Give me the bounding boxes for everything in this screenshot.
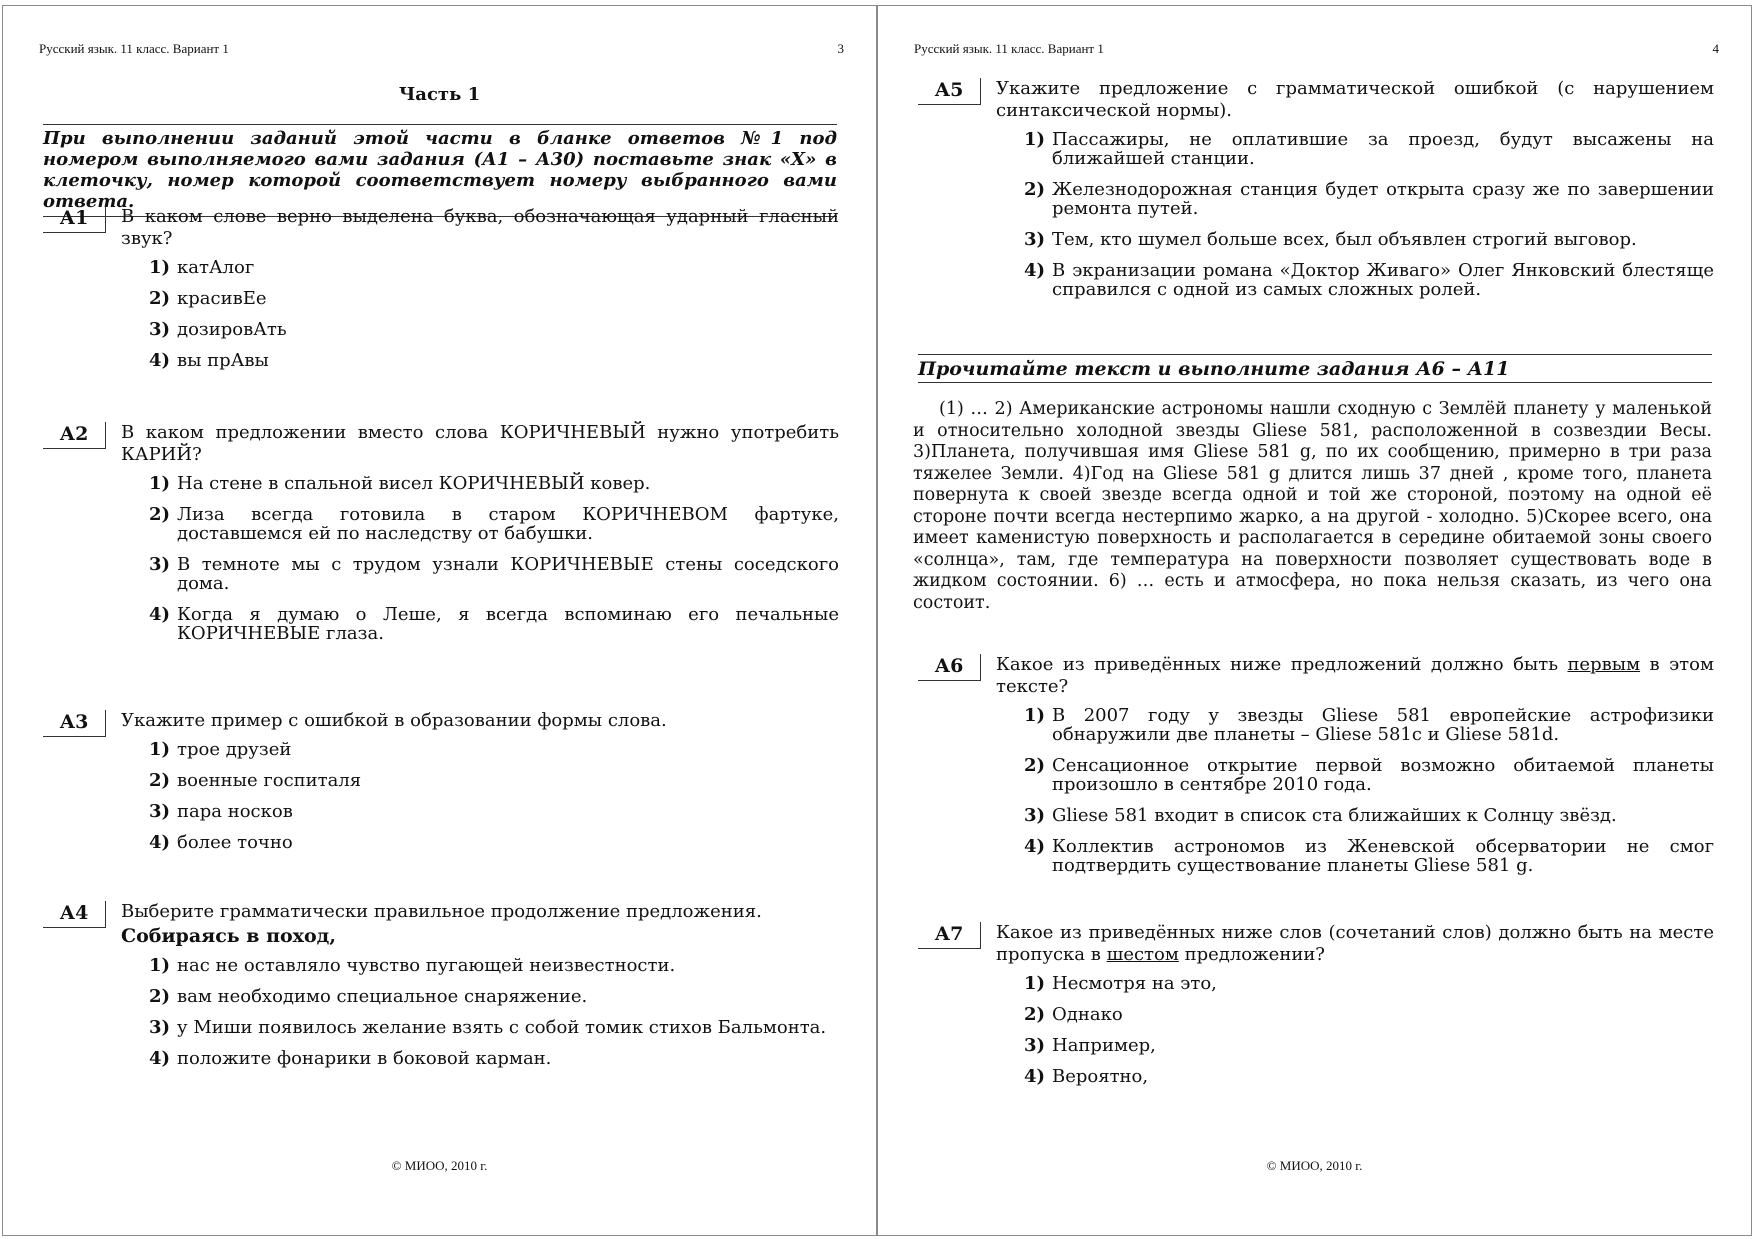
option-text: Gliese 581 входит в список ста ближайших к Солнцу звёзд. (1052, 805, 1617, 826)
option-number: 4) (148, 832, 170, 853)
answer-option[interactable] (1023, 705, 1714, 745)
option-text: у Миши появилось желание взять с собой томик стихов Бальмонта. (177, 1017, 827, 1038)
reading-text-header: Прочитайте текст и выполните задания А6 – А11 (918, 354, 1712, 383)
question-text: Какое из приведённых ниже предложений должно быть (996, 654, 1568, 675)
option-number: 1) (148, 955, 170, 976)
reading-passage: (1) … 2) Американские астрономы нашли сходную с Землёй планету у маленькой и относительно холодной звезды Gliese 581, расположенной в созвездии Весы. 3)Планета, получившая имя Gliese 581 g, по их сообщению, примерно в три раза тяжелее Земли. 4)Год на Gliese 581 g длится лишь 37 дней , кроме того, планета повернута к своей звезде всегда одной и той же стороной, поэтому на одной её стороне почти всегда нестерпимо жарко, а на другой - холодно. 5)Скорее всего, она имеет каменистую поверхность и располагается в середине обитаемой зоны своего «солнца», там, где температура на поверхности позволяет существовать воде в жидком состоянии. 6) … есть и атмосфера, но пока нельзя сказать, из чего она состоит. (913, 399, 1712, 613)
option-text: Коллектив астрономов из Женевской обсерватории не смог подтвердить существование планеты Gliese 581 g. (1052, 836, 1714, 876)
answer-option[interactable] (148, 604, 839, 644)
option-number: 3) (148, 554, 170, 575)
option-number: 4) (1023, 260, 1045, 281)
task-label: А7 (918, 922, 981, 949)
answer-option[interactable] (148, 319, 839, 340)
task-lead-phrase: Собираясь в поход, (121, 925, 336, 947)
answer-options (43, 956, 839, 1068)
option-text: нас не оставляло чувство пугающей неизвестности. (177, 955, 676, 976)
answer-option[interactable] (1023, 755, 1714, 795)
option-number: 1) (1023, 129, 1045, 150)
task-label: А4 (43, 901, 106, 928)
answer-option[interactable] (148, 1048, 839, 1069)
page-footer: © МИОО, 2010 г. (1266, 1158, 1363, 1173)
answer-option[interactable] (148, 257, 839, 278)
option-number: 1) (148, 473, 170, 494)
option-number: 2) (1023, 1004, 1045, 1025)
option-number: 3) (1023, 805, 1045, 826)
task-label: А1 (43, 206, 106, 233)
answer-options (918, 130, 1714, 299)
option-text: Пассажиры, не оплатившие за проезд, будут высажены на ближайшей станции. (1052, 129, 1714, 169)
answer-option[interactable] (1023, 129, 1714, 169)
option-text: дозировАть (177, 319, 287, 340)
option-number: 2) (1023, 755, 1045, 776)
answer-option[interactable] (1023, 805, 1714, 826)
task-a5 (918, 78, 1714, 311)
answer-option[interactable] (1023, 229, 1714, 250)
question-emphasis: шестом (1106, 944, 1179, 965)
answer-option[interactable] (1023, 260, 1714, 300)
answer-option[interactable] (1023, 1004, 1714, 1025)
answer-options (43, 740, 839, 852)
option-text: положите фонарики в боковой карман. (177, 1048, 552, 1069)
page-header-title: Русский язык. 11 класс. Вариант 1 (39, 41, 229, 56)
answer-options (918, 974, 1714, 1086)
option-text: Когда я думаю о Леше, я всегда вспоминаю его печальные КОРИЧНЕВЫЕ глаза. (177, 604, 839, 644)
task-a2 (43, 422, 839, 655)
task-question: Выберите грамматически правильное продолжение предложения. (121, 901, 762, 922)
option-number: 3) (148, 1017, 170, 1038)
task-label: А3 (43, 710, 106, 737)
right-page (877, 5, 1752, 1236)
question-text: Какое из приведённых ниже слов (сочетаний слов) должно быть на месте пропуска в (996, 922, 1714, 965)
option-number: 4) (148, 1048, 170, 1069)
answer-option[interactable] (1023, 973, 1714, 994)
option-number: 1) (1023, 705, 1045, 726)
answer-option[interactable] (1023, 179, 1714, 219)
instruction-block: При выполнении заданий этой части в бланке ответов №1 под номером выполняемого вами задания (А1 – А30) поставьте знак «Х» в клеточку, номер которой соответствует номеру выбранного вами ответа. (43, 124, 837, 217)
option-number: 3) (148, 801, 170, 822)
option-text: Однако (1052, 1004, 1123, 1025)
option-number: 3) (1023, 1035, 1045, 1056)
answer-option[interactable] (1023, 836, 1714, 876)
option-text: трое друзей (177, 739, 292, 760)
option-text: вам необходимо специальное снаряжение. (177, 986, 588, 1007)
option-text: Железнодорожная станция будет открыта сразу же по завершении ремонта путей. (1052, 179, 1714, 219)
answer-options (918, 706, 1714, 875)
option-text: На стене в спальной висел КОРИЧНЕВЫЙ ковер. (177, 473, 651, 494)
option-number: 2) (1023, 179, 1045, 200)
option-number: 3) (148, 319, 170, 340)
left-page (2, 5, 877, 1236)
option-number: 2) (148, 288, 170, 309)
option-text: Лиза всегда готовила в старом КОРИЧНЕВОМ фартуке, доставшемся ей по наследству от бабушки. (177, 504, 839, 544)
option-text: военные госпиталя (177, 770, 362, 791)
task-label: А6 (918, 654, 981, 681)
option-number: 4) (148, 350, 170, 371)
page-number: 3 (837, 41, 844, 56)
option-number: 1) (1023, 973, 1045, 994)
option-text: В экранизации романа «Доктор Живаго» Олег Янковский блестяще справился с одной из самых сложных ролей. (1052, 260, 1714, 300)
option-text: Сенсационное открытие первой возможно обитаемой планеты произошло в сентябре 2010 года. (1052, 755, 1714, 795)
question-text: предложении? (1178, 944, 1325, 965)
option-number: 2) (148, 986, 170, 1007)
option-number: 1) (148, 739, 170, 760)
answer-option[interactable] (148, 350, 839, 371)
task-a3 (43, 710, 839, 864)
option-number: 4) (1023, 1066, 1045, 1087)
answer-option[interactable] (148, 1017, 839, 1038)
part-title: Часть 1 (398, 84, 481, 105)
option-number: 4) (148, 604, 170, 625)
task-question (996, 654, 1714, 698)
page-header-title: Русский язык. 11 класс. Вариант 1 (914, 41, 1104, 56)
answer-option[interactable] (148, 801, 839, 822)
option-text: Тем, кто шумел больше всех, был объявлен строгий выговор. (1052, 229, 1637, 250)
task-a4 (43, 901, 839, 1080)
option-number: 1) (148, 257, 170, 278)
task-question: Укажите предложение с грамматической ошибкой (с нарушением синтаксической нормы). (996, 78, 1714, 121)
answer-option[interactable] (148, 986, 839, 1007)
answer-option[interactable] (148, 288, 839, 309)
option-text: Например, (1052, 1035, 1156, 1056)
task-question: В каком слове верно выделена буква, обозначающая ударный гласный звук? (121, 206, 839, 249)
answer-option[interactable] (1023, 1066, 1714, 1087)
option-text: катАлог (177, 257, 255, 278)
task-a1 (43, 206, 839, 382)
option-number: 2) (148, 504, 170, 525)
question-text: в этом тексте? (996, 654, 1714, 697)
option-text: Вероятно, (1052, 1066, 1149, 1087)
answer-option[interactable] (148, 739, 839, 760)
option-text: Несмотря на это, (1052, 973, 1217, 994)
answer-option[interactable] (148, 473, 839, 494)
option-number: 3) (1023, 229, 1045, 250)
task-a7 (918, 922, 1714, 1098)
task-label: А2 (43, 422, 106, 449)
answer-options (43, 474, 839, 643)
option-text: вы прАвы (177, 350, 269, 371)
option-text: пара носков (177, 801, 293, 822)
task-label: А5 (918, 78, 981, 105)
answer-option[interactable] (148, 770, 839, 791)
answer-option[interactable] (148, 955, 839, 976)
page-footer: © МИОО, 2010 г. (391, 1158, 488, 1173)
task-a6 (918, 654, 1714, 887)
task-question: Укажите пример с ошибкой в образовании формы слова. (121, 710, 667, 731)
answer-option[interactable] (148, 504, 839, 544)
option-text: красивЕе (177, 288, 267, 309)
option-number: 4) (1023, 836, 1045, 857)
option-text: более точно (177, 832, 293, 853)
option-text: В 2007 году у звезды Gliese 581 европейские астрофизики обнаружили две планеты – Gliese 581c и Gliese 581d. (1052, 705, 1714, 745)
page-number: 4 (1712, 41, 1719, 56)
answer-options (43, 258, 839, 370)
option-text: В темноте мы с трудом узнали КОРИЧНЕВЫЕ стены соседского дома. (177, 554, 839, 594)
question-emphasis: первым (1567, 654, 1641, 675)
answer-option[interactable] (1023, 1035, 1714, 1056)
option-number: 2) (148, 770, 170, 791)
answer-option[interactable] (148, 554, 839, 594)
task-question (996, 922, 1714, 966)
answer-option[interactable] (148, 832, 839, 853)
task-question: В каком предложении вместо слова КОРИЧНЕВЫЙ нужно употребить КАРИЙ? (121, 422, 839, 465)
